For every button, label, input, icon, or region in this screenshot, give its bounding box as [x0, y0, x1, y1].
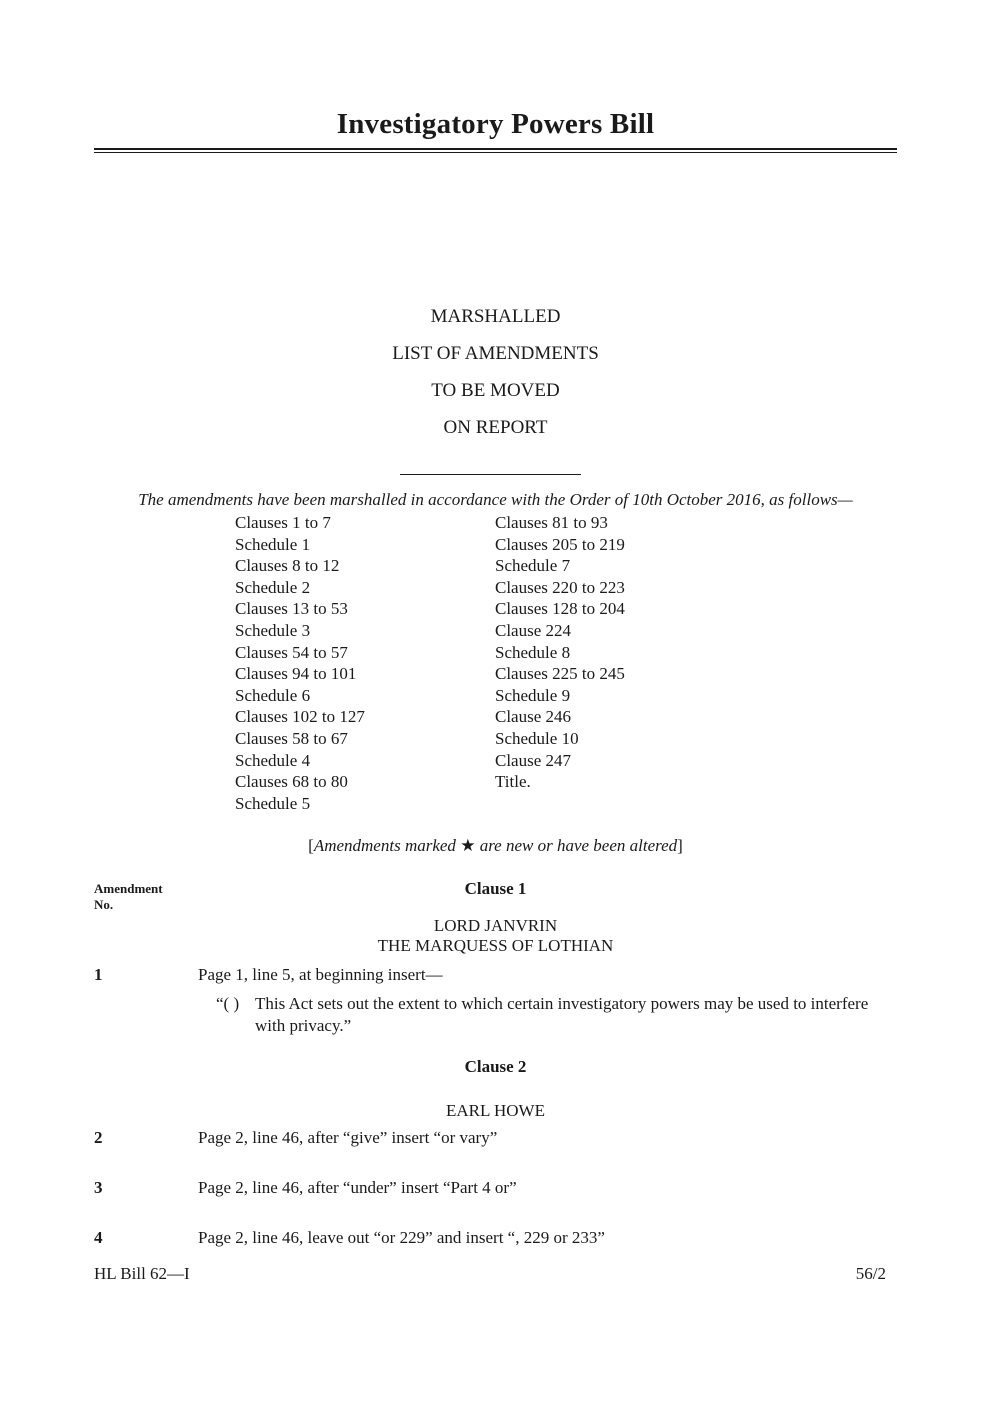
order-item: Schedule 2	[235, 577, 311, 597]
amendment-number: 3	[94, 1178, 103, 1197]
new-amendments-note: [Amendments marked ★ are new or have been altered]	[308, 836, 683, 855]
order-item: Schedule 3	[235, 620, 311, 640]
heading-line-on-report: ON REPORT	[443, 417, 548, 438]
order-item: Schedule 1	[235, 534, 311, 554]
section-divider	[400, 474, 581, 475]
member-name: THE MARQUESS OF LOTHIAN	[377, 936, 614, 955]
order-item: Clauses 1 to 7	[235, 513, 331, 532]
clause-2-heading: Clause 2	[464, 1057, 527, 1076]
page-reference: 56/2	[855, 1264, 886, 1283]
order-item: Title.	[495, 772, 531, 792]
order-item: Clause 247	[495, 750, 572, 770]
order-item: Clauses 128 to 204	[495, 599, 625, 619]
member-name: EARL HOWE	[446, 1101, 545, 1120]
order-list-left	[235, 512, 365, 814]
heading-line-list-of-amendments: LIST OF AMENDMENTS	[392, 343, 599, 364]
order-item: Clauses 205 to 219	[495, 534, 625, 554]
order-item: Clause 224	[495, 620, 572, 640]
bill-title: Investigatory Powers Bill	[336, 108, 655, 140]
order-item: Schedule 8	[495, 642, 571, 662]
insert-body: This Act sets out the extent to which certain investigatory powers may be used to interfere with privacy.”	[255, 994, 869, 1035]
order-item: Clauses 8 to 12	[235, 556, 340, 576]
order-item: Clauses 81 to 93	[495, 513, 608, 532]
order-item: Schedule 10	[495, 728, 579, 748]
order-item: Schedule 6	[235, 685, 311, 705]
order-item: Schedule 4	[235, 750, 311, 770]
star-icon: ★	[460, 836, 476, 855]
order-item: Schedule 9	[495, 685, 571, 705]
amendment-number: 2	[94, 1128, 103, 1147]
order-item: Clauses 13 to 53	[235, 599, 348, 619]
order-item: Schedule 5	[235, 793, 311, 813]
amendment-number: 4	[94, 1228, 103, 1247]
heading-line-marshalled: MARSHALLED	[430, 306, 561, 327]
order-item: Clauses 225 to 245	[495, 664, 625, 684]
heading-line-to-be-moved: TO BE MOVED	[431, 380, 560, 401]
amendment-text: Page 1, line 5, at beginning insert—	[198, 965, 443, 984]
amendment-text: Page 2, line 46, leave out “or 229” and insert “, 229 or 233”	[198, 1228, 605, 1247]
order-item: Schedule 7	[495, 556, 571, 576]
order-list-right	[495, 512, 625, 793]
order-item: Clauses 58 to 67	[235, 728, 348, 748]
order-item: Clauses 68 to 80	[235, 772, 348, 792]
bill-reference: HL Bill 62—I	[94, 1264, 190, 1283]
order-item: Clauses 102 to 127	[235, 707, 365, 727]
insert-marker: “( )	[216, 994, 240, 1013]
title-double-rule	[94, 148, 897, 153]
clause-1-heading: Clause 1	[464, 879, 527, 898]
order-item: Clauses 94 to 101	[235, 664, 357, 684]
marshalling-intro: The amendments have been marshalled in accordance with the Order of 10th October 2016, as follows—	[138, 490, 853, 509]
member-name: LORD JANVRIN	[433, 916, 558, 935]
order-item: Clause 246	[495, 707, 572, 727]
amendment-text: Page 2, line 46, after “give” insert “or vary”	[198, 1128, 498, 1147]
order-item: Clauses 220 to 223	[495, 577, 625, 597]
amendment-number-column-label: Amendment No.	[94, 881, 163, 912]
order-item: Clauses 54 to 57	[235, 642, 348, 662]
inserted-clause-text	[216, 993, 898, 1037]
amendment-number: 1	[94, 965, 103, 984]
amendment-text: Page 2, line 46, after “under” insert “Part 4 or”	[198, 1178, 517, 1197]
